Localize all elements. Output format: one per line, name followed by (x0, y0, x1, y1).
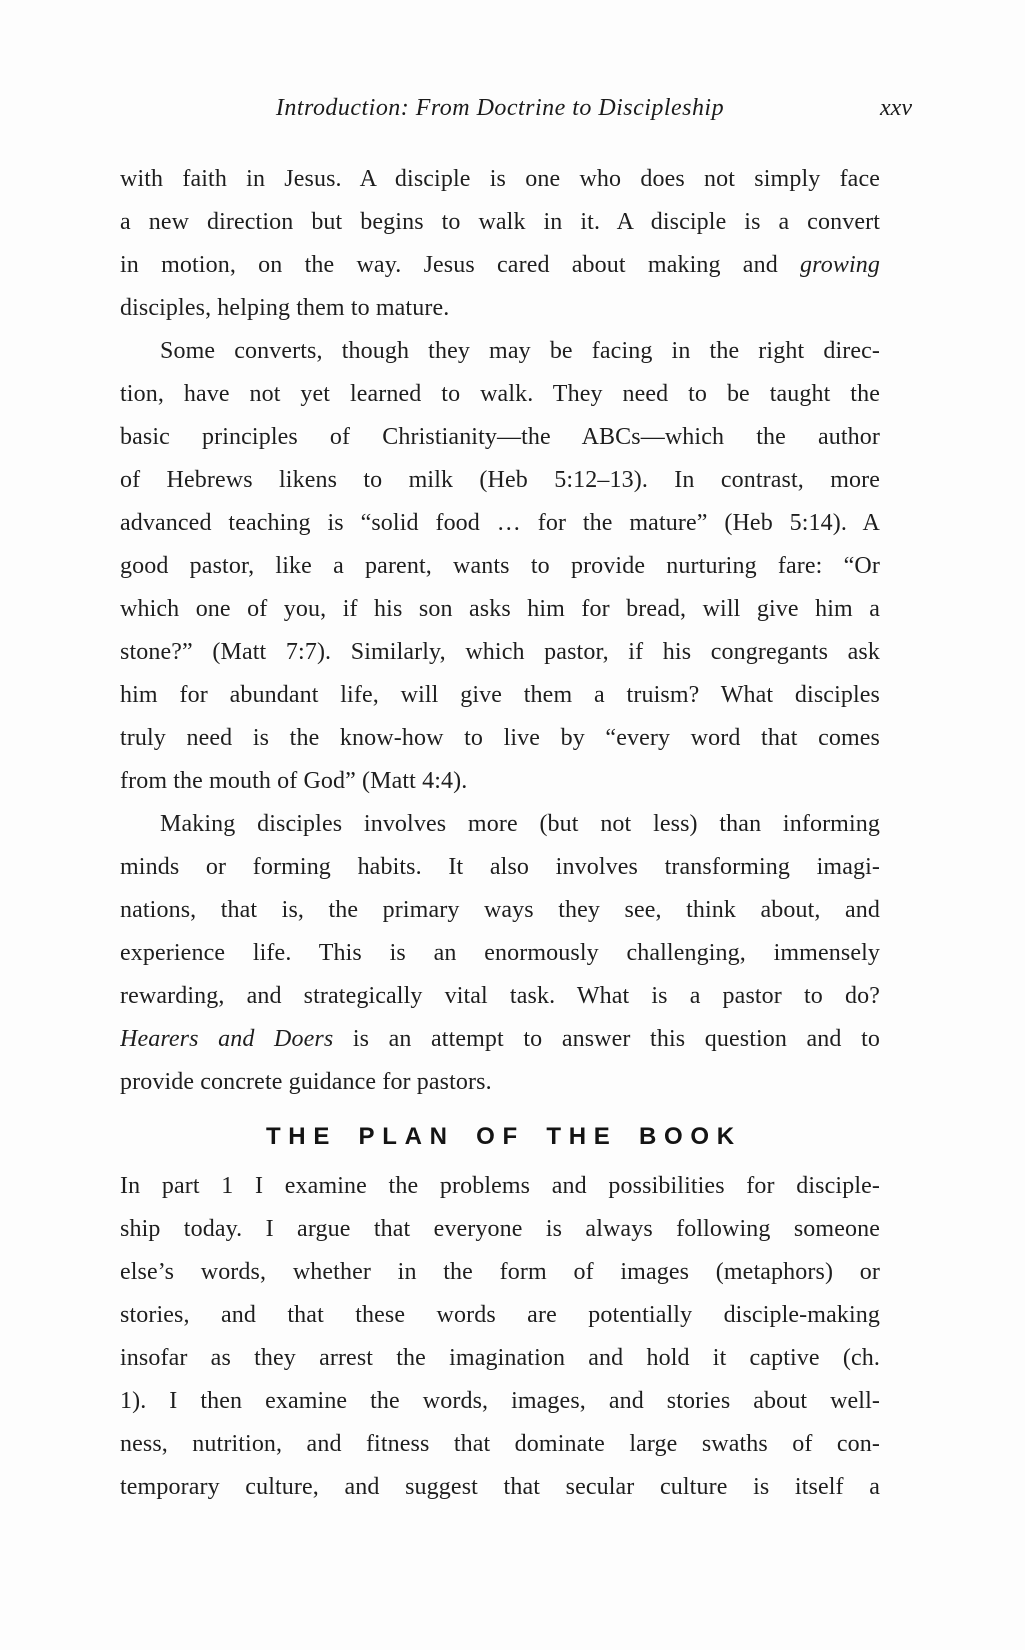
text-line: disciples, helping them to mature. (120, 295, 450, 321)
text-line: nations, that is, the primary ways they see, think about, and (120, 897, 880, 923)
text-line: stories, and that these words are potentially disciple-making (120, 1302, 880, 1328)
text-line: experience life. This is an enormously challenging, immensely (120, 940, 880, 966)
text-line: him for abundant life, will give them a truism? What disciples (120, 682, 880, 708)
text-line: Making disciples involves more (but not less) than informing (160, 811, 880, 837)
text-line: with faith in Jesus. A disciple is one who does not simply face (120, 166, 880, 192)
text-line: stone?” (Matt 7:7). Similarly, which pastor, if his congregants ask (120, 639, 880, 665)
page-body (120, 158, 880, 1509)
text-line: a new direction but begins to walk in it. A disciple is a convert (120, 209, 880, 235)
text-line: basic principles of Christianity—the ABCs—which the author (120, 424, 880, 450)
text-line: advanced teaching is “solid food … for the mature” (Heb 5:14). A (120, 510, 880, 536)
text-line: In part 1 I examine the problems and possibilities for disciple- (120, 1173, 880, 1199)
text-line: rewarding, and strategically vital task. What is a pastor to do? (120, 983, 880, 1009)
text-line: good pastor, like a parent, wants to provide nurturing fare: “Or (120, 553, 880, 579)
text-line: minds or forming habits. It also involves transforming imagi- (120, 854, 880, 880)
text-line: Hearers and Doers is an attempt to answer this question and to (120, 1026, 880, 1052)
running-head (120, 95, 912, 129)
text-line: ness, nutrition, and fitness that dominate large swaths of con- (120, 1431, 880, 1457)
text-line: in motion, on the way. Jesus cared about making and growing (120, 252, 880, 278)
text-line: else’s words, whether in the form of images (metaphors) or (120, 1259, 880, 1285)
running-head-title: Introduction: From Doctrine to Discipleship (275, 95, 725, 121)
text-line: 1). I then examine the words, images, and stories about well- (120, 1388, 880, 1414)
text-line: tion, have not yet learned to walk. They need to be taught the (120, 381, 880, 407)
text-line: ship today. I argue that everyone is always following someone (120, 1216, 880, 1242)
text-line: of Hebrews likens to milk (Heb 5:12–13). In contrast, more (120, 467, 880, 493)
body-before-heading (120, 158, 880, 1104)
text-line: provide concrete guidance for pastors. (120, 1069, 492, 1095)
page-number: xxv (880, 95, 912, 121)
text-line: Some converts, though they may be facing in the right direc- (160, 338, 880, 364)
text-line: truly need is the know-how to live by “every word that comes (120, 725, 880, 751)
text-line: which one of you, if his son asks him for bread, will give him a (120, 596, 880, 622)
text-line: temporary culture, and suggest that secular culture is itself a (120, 1474, 880, 1500)
text-line: from the mouth of God” (Matt 4:4). (120, 768, 468, 794)
body-after-heading (120, 1165, 880, 1509)
section-heading: THE PLAN OF THE BOOK (265, 1123, 742, 1150)
text-line: insofar as they arrest the imagination and hold it captive (ch. (120, 1345, 880, 1371)
